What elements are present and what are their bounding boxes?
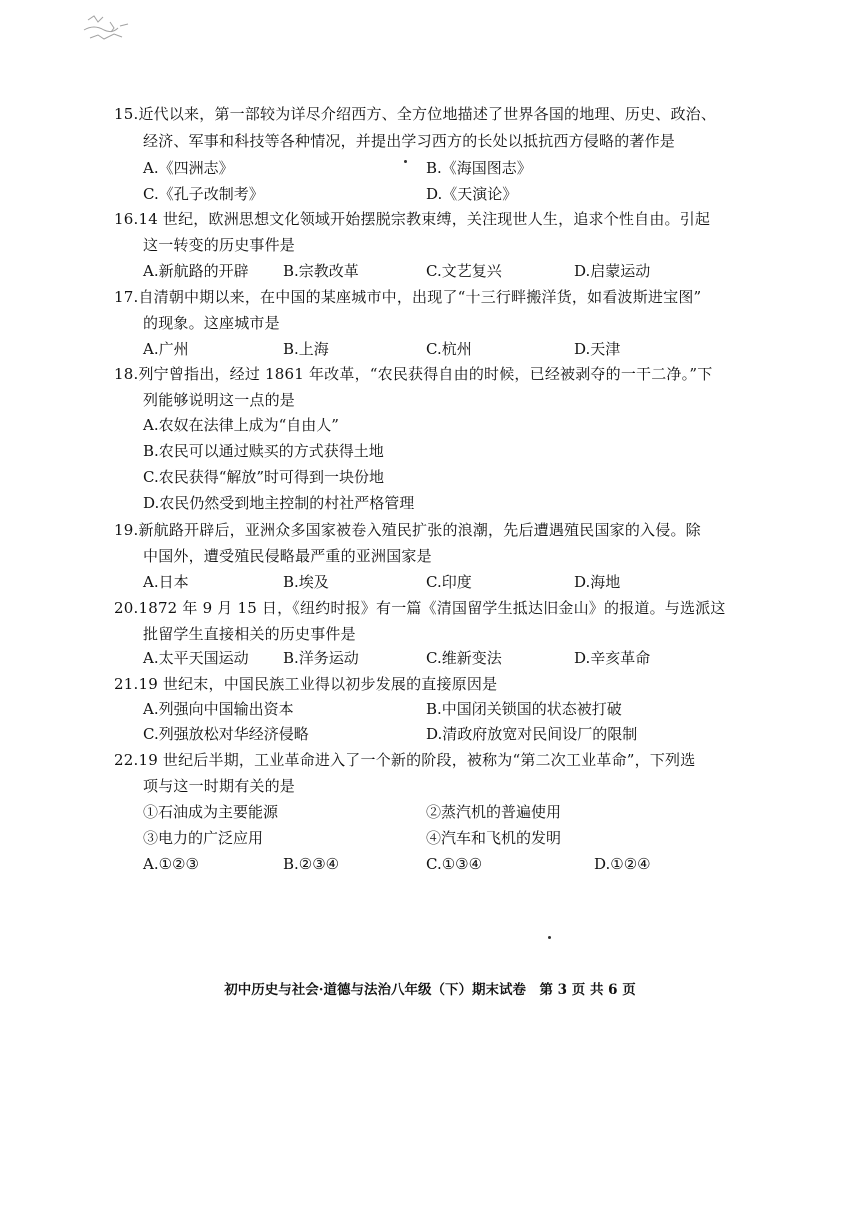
q21-option-a: A.列强向中国输出资本 — [143, 700, 294, 718]
q21-option-c: C.列强放松对华经济侵略 — [143, 725, 309, 743]
q20-option-c: C.维新变法 — [426, 649, 502, 667]
q17-option-d: D.天津 — [574, 340, 621, 358]
q22-item-3: ③电力的广泛应用 — [143, 829, 264, 847]
q16-stem-line2: 这一转变的历史事件是 — [143, 236, 296, 254]
q15-option-b: B.《海国图志》 — [426, 159, 532, 177]
q16-option-a: A.新航路的开辟 — [143, 262, 249, 280]
q18-option-b: B.农民可以通过赎买的方式获得土地 — [143, 442, 384, 460]
page-footer: 初中历史与社会·道德与法治八年级（下）期末试卷 第 3 页 共 6 页 — [224, 982, 636, 998]
q15-stem-line1: 15.近代以来，第一部较为详尽介绍西方、全方位地描述了世界各国的地理、历史、政治、 — [114, 105, 717, 123]
q19-option-a: A.日本 — [143, 573, 189, 591]
q22-item-2: ②蒸汽机的普遍使用 — [426, 803, 562, 821]
q16-option-d: D.启蒙运动 — [574, 262, 651, 280]
q19-stem-line2: 中国外，遭受殖民侵略最严重的亚洲国家是 — [143, 547, 432, 565]
q20-stem-line1: 20.1872 年 9 月 15 日，《纽约时报》有一篇《清国留学生抵达旧金山》的报道。与选派这 — [114, 599, 726, 617]
q22-stem-line1: 22.19 世纪后半期，工业革命进入了一个新的阶段，被称为“第二次工业革命”，下列选 — [114, 751, 696, 769]
q15-option-d: D.《天演论》 — [426, 185, 518, 203]
q20-stem-line2: 批留学生直接相关的历史事件是 — [143, 625, 356, 643]
q20-option-b: B.洋务运动 — [283, 649, 359, 667]
q19-stem-line1: 19.新航路开辟后，亚洲众多国家被卷入殖民扩张的浪潮，先后遭遇殖民国家的入侵。除 — [114, 521, 701, 539]
q19-option-c: C.印度 — [426, 573, 472, 591]
q17-option-a: A.广州 — [143, 340, 189, 358]
q22-item-1: ①石油成为主要能源 — [143, 803, 279, 821]
q20-option-a: A.太平天国运动 — [143, 649, 249, 667]
q22-option-b: B.②③④ — [283, 855, 340, 873]
q18-option-d: D.农民仍然受到地主控制的村社严格管理 — [143, 494, 415, 512]
q22-option-c: C.①③④ — [426, 855, 483, 873]
q22-option-a: A.①②③ — [143, 855, 199, 873]
q17-option-b: B.上海 — [283, 340, 329, 358]
q15-stem-line2: 经济、军事和科技等各种情况，并提出学习西方的长处以抵抗西方侵略的著作是 — [143, 132, 676, 150]
q18-stem-line1: 18.列宁曾指出，经过 1861 年改革，“农民获得自由的时候，已经被剥夺的一干二净。”下 — [114, 365, 713, 383]
scan-speck — [548, 936, 551, 939]
q16-option-c: C.文艺复兴 — [426, 262, 502, 280]
q15-option-c: C.《孔子改制考》 — [143, 185, 264, 203]
q20-option-d: D.辛亥革命 — [574, 649, 651, 667]
q21-option-d: D.清政府放宽对民间设厂的限制 — [426, 725, 638, 743]
q17-stem-line1: 17.自清朝中期以来，在中国的某座城市中，出现了“十三行畔搬洋货，如看波斯进宝图” — [114, 288, 702, 306]
q19-option-b: B.埃及 — [283, 573, 329, 591]
q17-option-c: C.杭州 — [426, 340, 472, 358]
q22-stem-line2: 项与这一时期有关的是 — [143, 777, 296, 795]
q18-option-c: C.农民获得“解放”时可得到一块份地 — [143, 468, 385, 486]
q17-stem-line2: 的现象。这座城市是 — [143, 314, 280, 332]
q19-option-d: D.海地 — [574, 573, 621, 591]
q15-option-a: A.《四洲志》 — [143, 159, 234, 177]
q21-stem-line1: 21.19 世纪末，中国民族工业得以初步发展的直接原因是 — [114, 675, 498, 693]
q16-option-b: B.宗教改革 — [283, 262, 359, 280]
q16-stem-line1: 16.14 世纪，欧洲思想文化领域开始摆脱宗教束缚，关注现世人生，追求个性自由。引起 — [114, 210, 711, 228]
q21-option-b: B.中国闭关锁国的状态被打破 — [426, 700, 622, 718]
q22-item-4: ④汽车和飞机的发明 — [426, 829, 562, 847]
q18-option-a: A.农奴在法律上成为“自由人” — [143, 416, 339, 434]
q22-option-d: D.①②④ — [594, 855, 651, 873]
q18-stem-line2: 列能够说明这一点的是 — [143, 391, 296, 409]
faded-stamp-mark — [80, 12, 142, 46]
scan-speck — [404, 160, 407, 163]
